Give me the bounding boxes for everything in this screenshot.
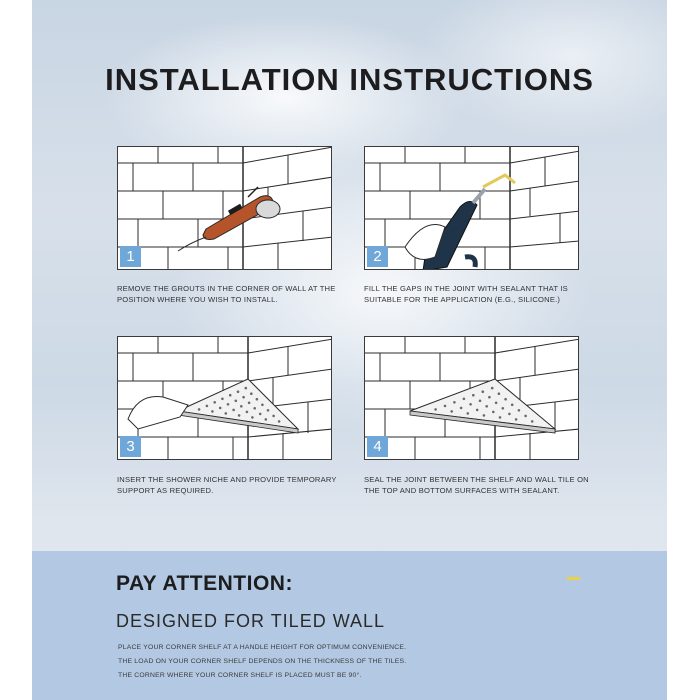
attention-subtitle: DESIGNED FOR TILED WALL [116,611,386,631]
shelf-hole [453,401,456,404]
attention-line-3: THE CORNER WHERE YOUR CORNER SHELF IS PLACED MUST BE 90°. [118,672,362,679]
shelf-hole [265,418,268,421]
shelf-hole [261,404,264,407]
shelf-hole [250,392,253,395]
shelf-hole [515,418,518,421]
shelf-hole [221,398,224,401]
shelf-hole [502,407,505,410]
accent-bar [567,577,580,580]
shelf-hole [246,411,249,414]
step-2-text: FILL THE GAPS IN THE JOINT WITH SEALANT THAT IS SUITABLE FOR THE APPLICATION (E.G., SILICONE.) [364,284,568,304]
shelf-hole [479,400,482,403]
shelf-hole [518,409,521,412]
shelf-hole [485,405,488,408]
shelf-hole [206,405,209,408]
hand-icon [128,396,188,429]
shelf-hole [248,402,251,405]
shelf-hole [524,415,527,418]
shelf-hole [235,400,238,403]
shelf-hole [240,405,243,408]
step-2-badge: 2 [367,246,388,267]
corner-shelf-icon [410,379,555,433]
step-4-illustration [364,336,579,460]
attention-line-1: PLACE YOUR CORNER SHELF AT A HANDLE HEIGHT FOR OPTIMUM CONVENIENCE. [118,644,407,651]
shelf-hole [251,416,254,419]
step-3-text: INSERT THE SHOWER NICHE AND PROVIDE TEMPORARY SUPPORT AS REQUIRED. [117,475,337,495]
shelf-hole [482,390,485,393]
step-1-illustration [117,146,332,270]
shelf-hole [531,420,534,423]
shelf-hole [460,407,463,410]
shelf-hole [198,408,201,411]
shelf-hole [434,408,437,411]
step-4-badge: 4 [367,436,388,457]
shelf-hole [238,414,241,417]
shelf-hole [472,394,475,397]
shelf-hole [504,398,507,401]
corner-shelf-icon [178,379,298,433]
shelf-hole [213,401,216,404]
shelf-hole [232,409,235,412]
shelf-hole [483,414,486,417]
step-4-text: SEAL THE JOINT BETWEEN THE SHELF AND WALL TILE ON THE TOP AND BOTTOM SURFACES WITH SEALANT. [364,475,589,495]
shelf-hole [229,394,232,397]
shelf-hole [492,411,495,414]
step-3-badge: 3 [120,436,141,457]
shelf-hole [211,410,214,413]
shelf-hole [227,403,230,406]
shelf-hole [498,392,501,395]
step-1-badge: 1 [120,246,141,267]
page-title: INSTALLATION INSTRUCTIONS [105,62,594,97]
shelf-hole [508,413,511,416]
shelf-hole [278,420,281,423]
step-3-illustration [117,336,332,460]
shelf-hole [463,398,466,401]
shelf-hole [476,409,479,412]
step-1-text: REMOVE THE GROUTS IN THE CORNER OF WALL AT THE POSITION WHERE YOU WISH TO INSTALL. [117,284,336,304]
shelf-hole [444,405,447,408]
attention-title: PAY ATTENTION: [116,572,293,595]
shelf-hole [245,387,248,390]
shelf-hole [225,412,228,415]
sealant-gun-icon [405,189,485,270]
shelf-hole [259,413,262,416]
shelf-hole [237,390,240,393]
shelf-hole [495,402,498,405]
shelf-hole [467,412,470,415]
shelf-hole [267,409,270,412]
shelf-hole [256,398,259,401]
shelf-hole [272,415,275,418]
shelf-hole [469,403,472,406]
shelf-hole [511,404,514,407]
shelf-hole [219,407,222,410]
shelf-hole [499,416,502,419]
attention-line-2: THE LOAD ON YOUR CORNER SHELF DEPENDS ON THE THICKNESS OF THE TILES. [118,658,407,665]
instructions-panel [32,0,667,700]
shelf-hole [450,410,453,413]
shelf-hole [491,387,494,390]
shelf-hole [242,396,245,399]
step-2-illustration [364,146,579,270]
shelf-hole [253,407,256,410]
shelf-hole [488,396,491,399]
